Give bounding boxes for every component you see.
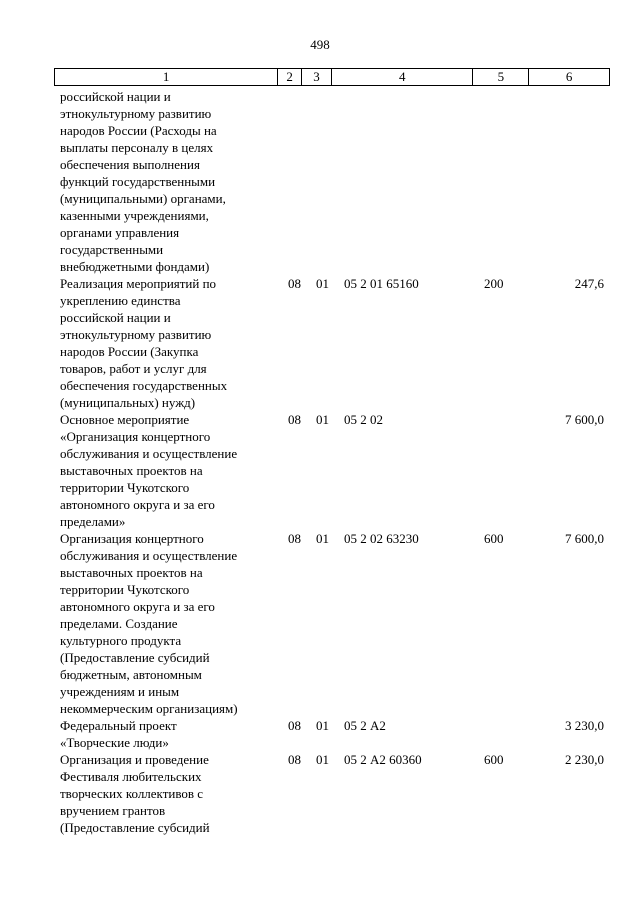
row-section: 08 [288,531,301,546]
row-subsection: 01 [316,752,329,767]
table-header [54,68,610,86]
table-row [54,530,610,717]
row-expense-type: 200 [484,276,504,291]
table-row [54,88,610,275]
table-body [54,88,610,836]
row-description: Основное мероприятие «Организация концертного обслуживания и осуществление выставочных проектов на территории Чукотского автономного округа и за его пределами» [60,412,238,529]
row-target-code: 05 2 А2 [344,718,386,733]
row-description: Организация концертного обслуживания и осуществление выставочных проектов на территории Чукотского автономного округа и за его пределами. Создание культурного продукта (Предоставление субсидий бюджетным, автономным учреждениям и иным некоммерческим организациям) [60,531,238,716]
row-section: 08 [288,412,301,427]
row-section: 08 [288,718,301,733]
header-col-3: 3 [302,69,332,85]
row-subsection: 01 [316,531,329,546]
row-description: Федеральный проект «Творческие люди» [60,718,177,750]
row-amount: 3 230,0 [565,718,604,733]
row-expense-type: 600 [484,752,504,767]
row-target-code: 05 2 02 [344,412,383,427]
row-description: российской нации и этнокультурному развитию народов России (Расходы на выплаты персоналу в целях обеспечения выполнения функций государственными (муниципальными) органами, казенными учреждениями, органами управления государственными внебюджетными фондами) [60,89,226,274]
row-description: Реализация мероприятий по укреплению единства российской нации и этнокультурному развитию народов России (Закупка товаров, работ и услуг для обеспечения государственных (муниципальных) нужд) [60,276,228,410]
table-row [54,717,610,751]
table-row [54,411,610,530]
row-amount: 2 230,0 [565,752,604,767]
row-expense-type: 600 [484,531,504,546]
row-target-code: 05 2 02 63230 [344,531,419,546]
row-subsection: 01 [316,718,329,733]
header-col-5: 5 [473,69,529,85]
row-section: 08 [288,276,301,291]
header-col-2: 2 [278,69,302,85]
table-row [54,275,610,411]
page-number: 498 [310,37,330,52]
row-section: 08 [288,752,301,767]
row-target-code: 05 2 01 65160 [344,276,419,291]
row-description: Организация и проведение Фестиваля любительских творческих коллективов с вручением грантов (Предоставление субсидий [60,752,210,835]
row-amount: 7 600,0 [565,531,604,546]
row-subsection: 01 [316,276,329,291]
header-col-6: 6 [565,69,573,84]
row-target-code: 05 2 А2 60360 [344,752,422,767]
header-col-4: 4 [332,69,473,85]
row-amount: 247,6 [574,276,604,291]
header-col-1: 1 [55,69,278,85]
table-row [54,751,610,836]
row-amount: 7 600,0 [565,412,604,427]
row-subsection: 01 [316,412,329,427]
